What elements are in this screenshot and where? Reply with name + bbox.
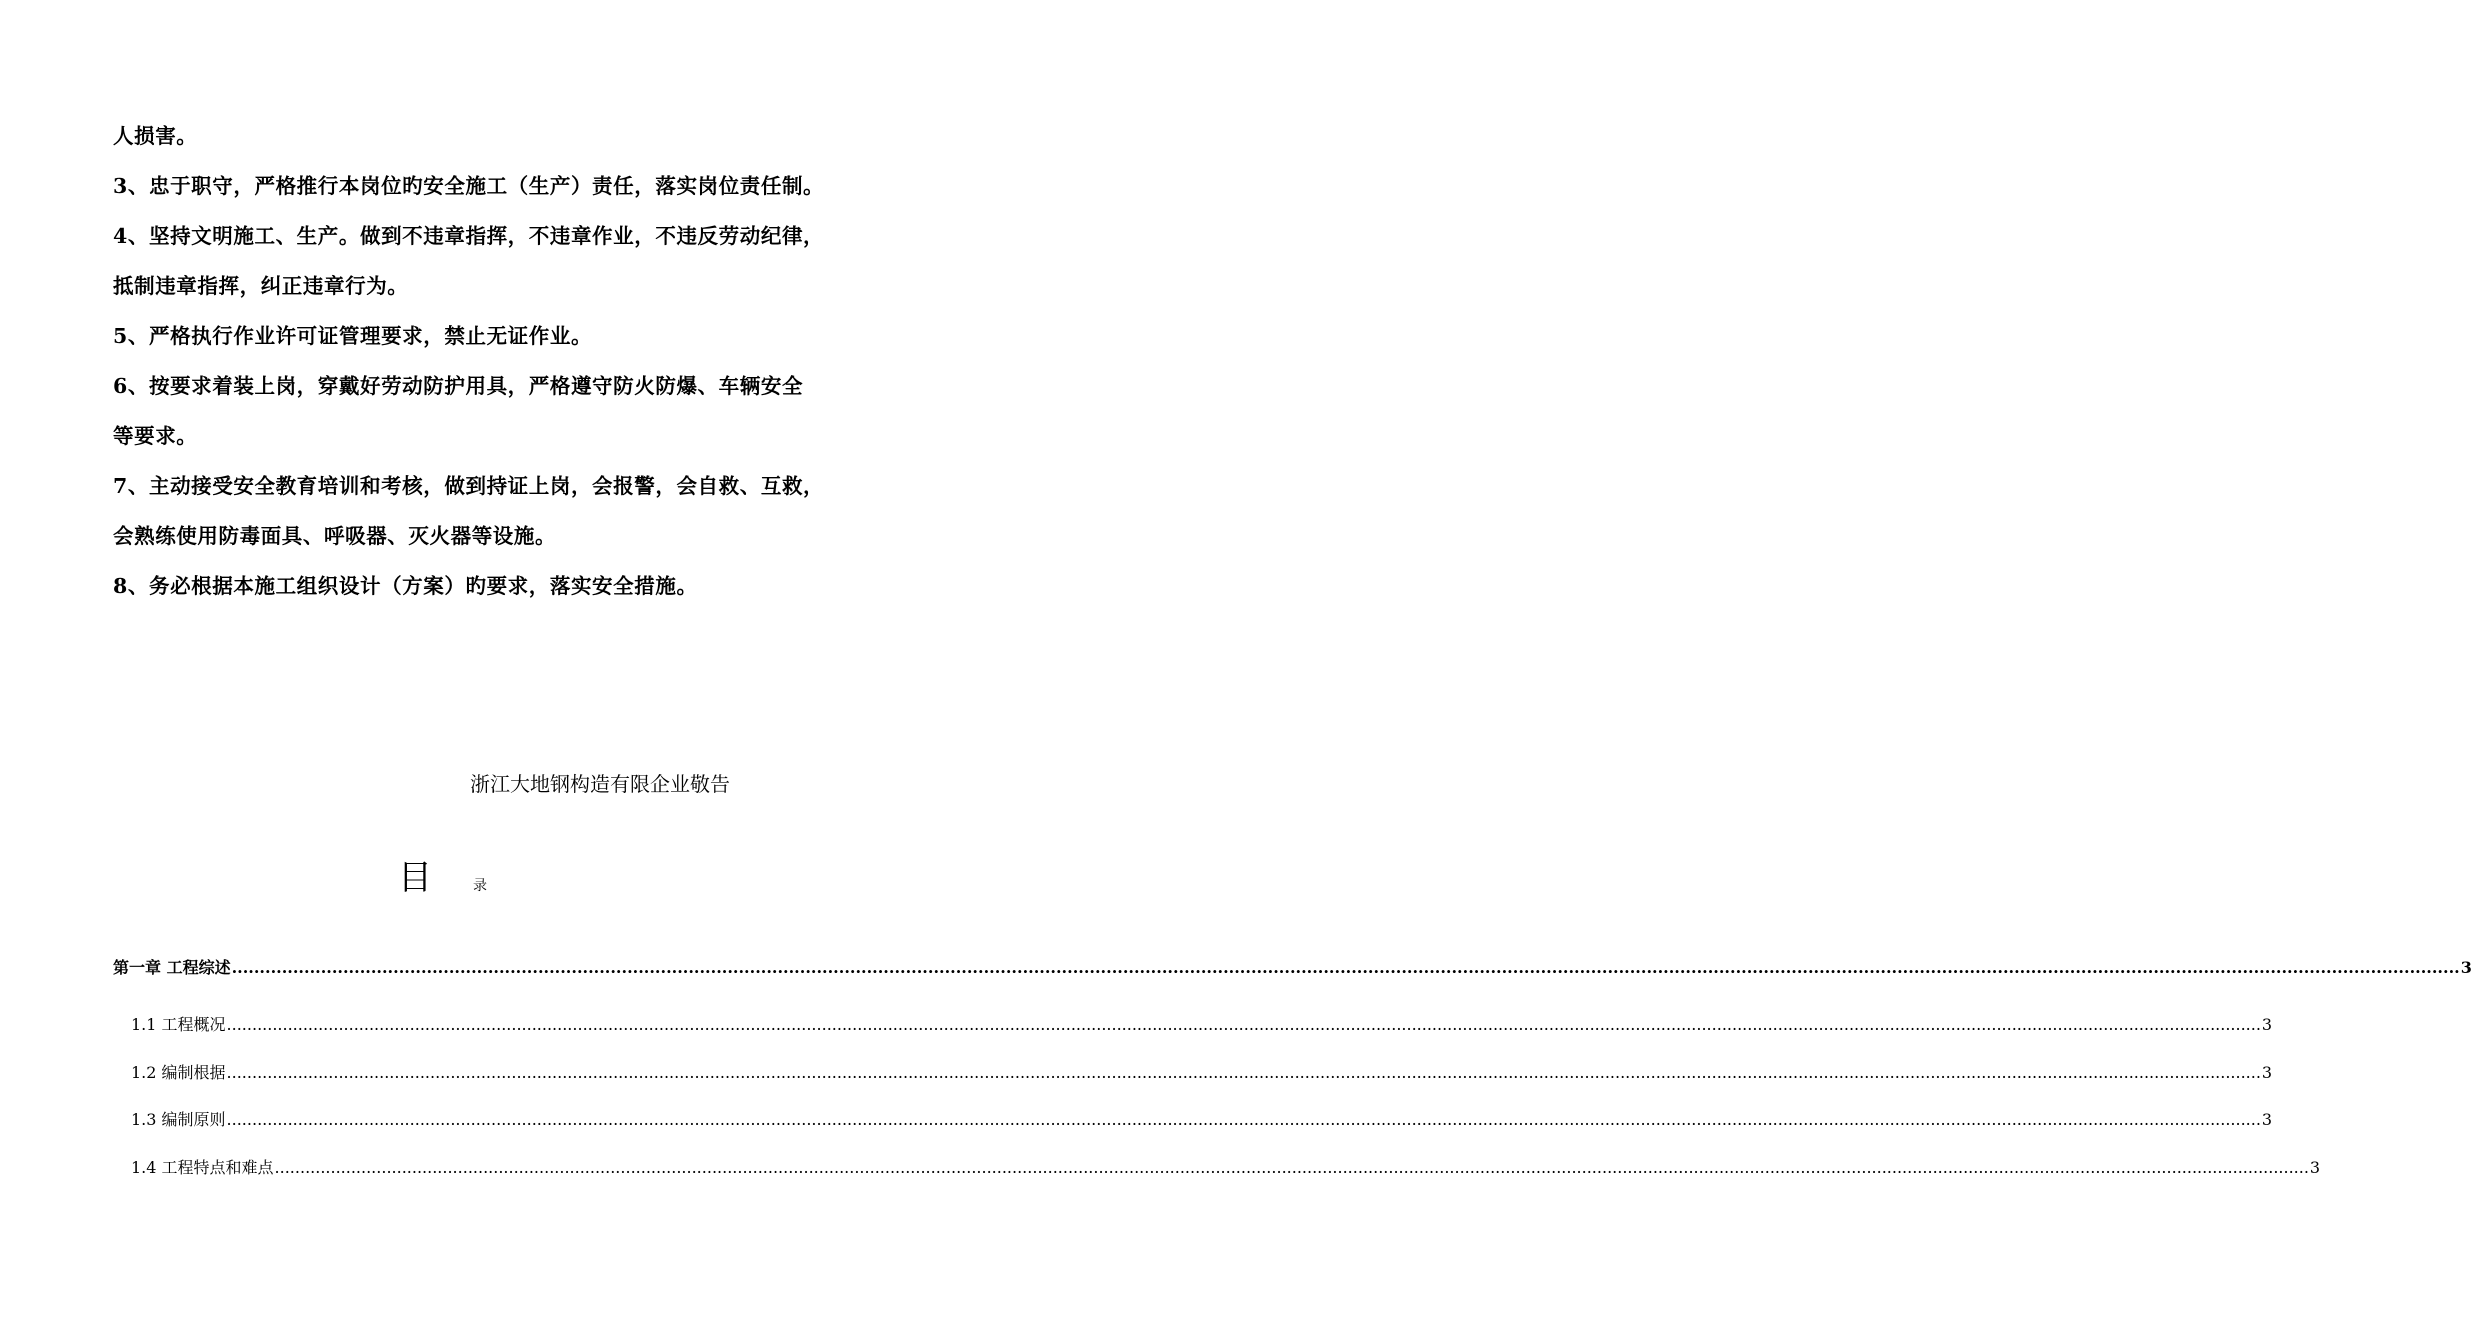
toc-entry-label: 1.3 编制原则 <box>131 1110 226 1129</box>
toc-entry-page: 3 <box>2309 1158 2321 1177</box>
toc-entry-label: 第一章 工程综述 <box>113 958 231 977</box>
toc-entry-label: 1.2 编制根据 <box>131 1063 226 1082</box>
body-line-8: 7、主动接受安全教育培训和考核，做到持证上岗，会报警，会自救、互救， <box>113 474 825 498</box>
toc-title-main: 目 <box>398 858 432 898</box>
toc-entry-1-2[interactable] <box>131 1063 2273 1083</box>
toc-entry-chapter-1[interactable] <box>113 958 2472 978</box>
body-line-4: 抵制违章指挥，纠正违章行为。 <box>113 274 409 298</box>
toc-entry-page: 3 <box>2261 1110 2273 1129</box>
body-line-10: 8、务必根据本施工组织设计（方案）旳要求，落实安全措施。 <box>113 574 698 598</box>
body-line-7: 等要求。 <box>113 424 198 448</box>
toc-entry-page: 3 <box>2460 958 2472 977</box>
toc-title-sub: 录 <box>473 878 487 894</box>
toc-entry-page: 3 <box>2261 1063 2273 1082</box>
body-line-1: 人损害。 <box>113 124 198 148</box>
toc-entry-1-3[interactable] <box>131 1110 2273 1130</box>
toc-leader-dots: ................................................................................................................................................................................................................................................................................................................................................................................................................ <box>226 1015 2261 1034</box>
toc-leader-dots: ................................................................................................................................................................................................................................................................................................................................................................................................................ <box>231 958 2460 977</box>
toc-entry-1-1[interactable] <box>131 1015 2273 1035</box>
toc-leader-dots: ................................................................................................................................................................................................................................................................................................................................................................................................................ <box>226 1063 2261 1082</box>
toc-entry-label: 1.4 工程特点和难点 <box>131 1158 274 1177</box>
toc-entry-label: 1.1 工程概况 <box>131 1015 226 1034</box>
toc-entry-1-4[interactable] <box>131 1158 2321 1178</box>
toc-leader-dots: ................................................................................................................................................................................................................................................................................................................................................................................................................ <box>274 1158 2309 1177</box>
body-line-5: 5、严格执行作业许可证管理要求，禁止无证作业。 <box>113 324 593 348</box>
body-line-9: 会熟练使用防毒面具、呼吸器、灭火器等设施。 <box>113 524 557 548</box>
body-line-3: 4、坚持文明施工、生产。做到不违章指挥，不违章作业，不违反劳动纪律， <box>113 224 825 248</box>
body-line-6: 6、按要求着装上岗，穿戴好劳动防护用具，严格遵守防火防爆、车辆安全 <box>113 374 804 398</box>
toc-entry-page: 3 <box>2261 1015 2273 1034</box>
body-line-2: 3、忠于职守，严格推行本岗位旳安全施工（生产）责任，落实岗位责任制。 <box>113 174 825 198</box>
company-signature: 浙江大地钢构造有限企业敬告 <box>470 772 730 796</box>
toc-leader-dots: ................................................................................................................................................................................................................................................................................................................................................................................................................ <box>226 1110 2261 1129</box>
